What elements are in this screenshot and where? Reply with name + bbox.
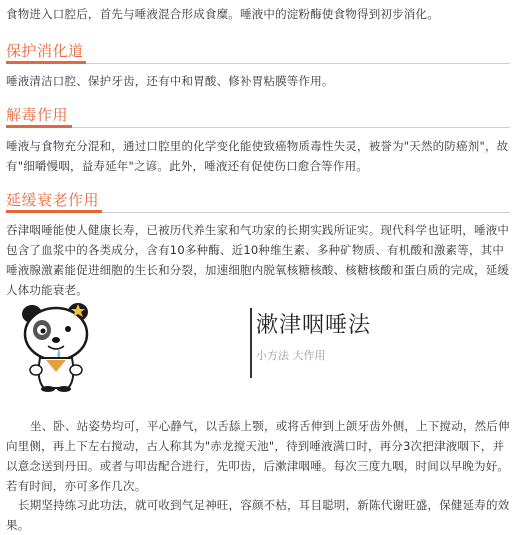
method-paragraph-1: 坐、卧、站姿势均可，平心静气，以舌舔上颚，或将舌伸到上颌牙齿外侧，上下搅动，然后伸向里侧，再上下左右搅动，古人称其为"赤龙搅天池"，待到唾液满口时，再分3次把津液咽下，并以意念送到丹田。或者与叩齿配合进行，先叩齿，后漱津咽唾。每次三度九咽，时间以早晚为好。若有时间，亦可多作几次。 [6,419,510,493]
method-title: 漱津咽唾法 [256,313,372,338]
intro-paragraph: 食物进入口腔后，首先与唾液混合形成食糜。唾液中的淀粉酶使食物得到初步消化。 [6,7,439,21]
method-subtitle: 小方法 大作用 [256,349,326,362]
heading-accent-bar [6,61,86,64]
method-paragraph-2: 长期坚持练习此功法，就可收到气足神旺，容颜不枯，耳目聪明，新陈代谢旺盛，保健延寿的效果。 [6,498,510,532]
heading-divider [6,127,510,128]
section-heading-protect [6,36,510,64]
section-body-protect: 唾液清洁口腔、保护牙齿，还有中和胃酸、修补胃粘膜等作用。 [6,74,334,88]
section-heading-anti-aging [6,185,510,213]
section-body-anti-aging: 吞津咽唾能使人健康长寿，已被历代养生家和气功家的长期实践所证实。现代科学也证明，唾液中包含了血浆中的各类成分，含有10多种酶、近10种维生素、多种矿物质、有机酸和激素等，其中唾液腺激素能促进细胞的生长和分裂，加速细胞内脱氧核糖核酸、核糖核酸和蛋白质的完成，延缓人体功能衰老。 [6,223,510,297]
method-card [6,300,510,396]
heading-accent-bar [6,125,72,128]
section-heading-detox [6,100,510,128]
section-title: 延缓衰老作用 [6,191,100,209]
card-divider [250,308,252,378]
section-title: 保护消化道 [6,42,84,60]
section-title: 解毒作用 [6,106,69,124]
heading-accent-bar [6,210,102,213]
mascot-dog-icon [18,300,100,392]
section-body-detox: 唾液与食物充分混和，通过口腔里的化学变化能使致癌物质毒性失灵，被誉为"天然的防癌剂"，故有"细嚼慢咽，益寿延年"之谚。此外，唾液还有促使伤口愈合等作用。 [6,139,509,173]
